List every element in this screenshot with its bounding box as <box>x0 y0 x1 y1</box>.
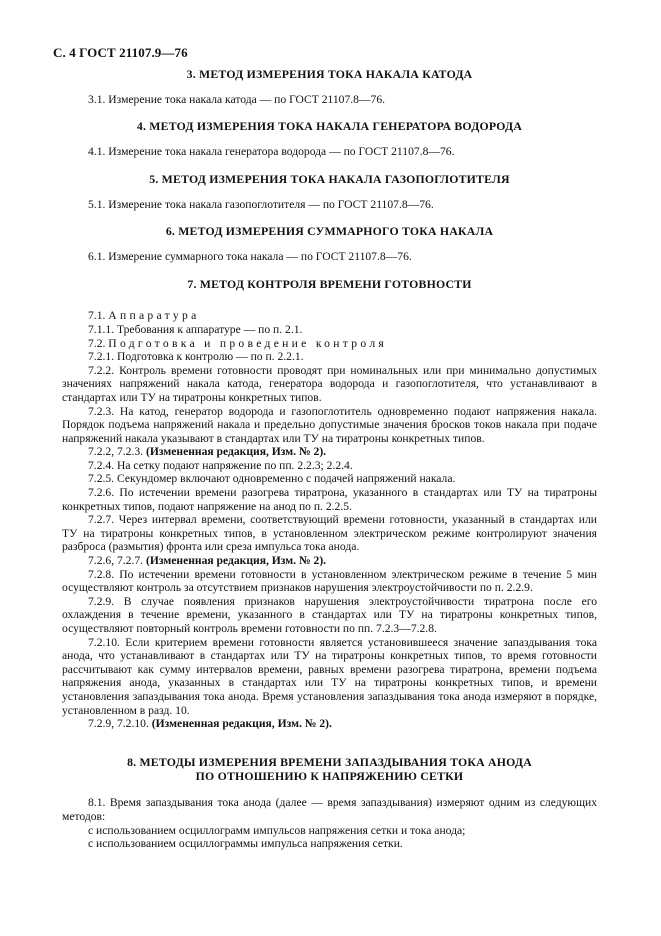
section-7-heading: 7. МЕТОД КОНТРОЛЯ ВРЕМЕНИ ГОТОВНОСТИ <box>187 276 472 291</box>
edit-note-3 <box>62 717 597 731</box>
paragraph-7-2-7: 7.2.7. Через интервал времени, соответствующий времени готовности, указанный в стандартах или ТУ на тиратроны конкретных типов, в установленном электрическом режиме контролируют значения разброса (размытия) фронта или среза импульса тока анода. <box>62 513 597 554</box>
paragraph-5-1: 5.1. Измерение тока накала газопоглотителя — по ГОСТ 21107.8—76. <box>88 197 434 211</box>
section-4-heading: 4. МЕТОД ИЗМЕРЕНИЯ ТОКА НАКАЛА ГЕНЕРАТОРА ВОДОРОДА <box>136 119 523 134</box>
paragraph-7-2-5: 7.2.5. Секундомер включают одновременно с подачей напряжений накала. <box>88 472 456 486</box>
paragraph-7-1 <box>62 309 597 323</box>
paragraph-7-2-8: 7.2.8. По истечении времени готовности в установленном электрическом режиме в течение 5 мин осуществляют контроль за отсутствием признаков нарушения электроустойчивости по п. 2.2.9. <box>62 567 597 595</box>
edit-note-2 <box>62 554 597 568</box>
paragraph-7-2-3: 7.2.3. На катод, генератор водорода и газопоглотитель одновременно подают напряжения накала. Порядок подъема напряжений накала и предельно допустимые значения бросков токов накала при подаче напряжений накала указывают в стандартах или ТУ на тиратроны конкретных типов. <box>62 404 597 445</box>
paragraph-8-1: 8.1. Время запаздывания тока анода (далее — время запаздывания) измеряют одним из следующих методов: <box>62 796 597 823</box>
edit-note-2-ref: 7.2.6, 7.2.7. <box>88 554 144 568</box>
method-item-2: с использованием осциллограммы импульса напряжения сетки. <box>88 837 403 851</box>
paragraph-7-2-10: 7.2.10. Если критерием времени готовности является установившееся значение запаздывания тока анода, что устанавливают в стандартах или ТУ на тиратроны конкретных типов, то время готовности рассчитывают как сумму интервалов времени, равных времени разогрева тиратрона, времени подъема напряжения анода, указанных в стандартах или ТУ на тиратроны конкретных типов, и времени установления запаздывания тока анода. Время установления запаздывания тока анода измеряют в порядке, установленном в разд. 10. <box>62 635 597 717</box>
paragraph-7-2 <box>62 337 597 351</box>
paragraph-4-1: 4.1. Измерение тока накала генератора водорода — по ГОСТ 21107.8—76. <box>88 145 455 159</box>
edit-note-1-text: (Измененная редакция, Изм. № 2). <box>145 445 327 459</box>
section-8-heading <box>62 756 597 784</box>
edit-note-2-text: (Измененная редакция, Изм. № 2). <box>145 554 327 568</box>
edit-note-3-text: (Измененная редакция, Изм. № 2). <box>151 717 332 731</box>
edit-note-1-ref: 7.2.2, 7.2.3. <box>88 445 144 459</box>
paragraph-7-2-4: 7.2.4. На сетку подают напряжение по пп. 2.2.3; 2.2.4. <box>88 458 353 472</box>
paragraph-7-2-2: 7.2.2. Контроль времени готовности проводят при номинальных или при минимально допустимых значениях напряжений накала катода, генератора водорода и газопоглотителя, что устанавливают в стандартах или ТУ на тиратроны конкретных типов. <box>62 363 597 404</box>
method-item-1: с использованием осциллограмм импульсов напряжения сетки и тока анода; <box>88 823 466 837</box>
edit-note-1 <box>62 445 597 459</box>
paragraph-7-1-1: 7.1.1. Требования к аппаратуре — по п. 2.1. <box>88 322 303 336</box>
edit-note-3-ref: 7.2.9, 7.2.10. <box>88 717 149 731</box>
section-8-heading-line-2: ПО ОТНОШЕНИЮ К НАПРЯЖЕНИЮ СЕТКИ <box>195 768 464 783</box>
paragraph-6-1: 6.1. Измерение суммарного тока накала — по ГОСТ 21107.8—76. <box>88 249 412 263</box>
section-5-heading: 5. МЕТОД ИЗМЕРЕНИЯ ТОКА НАКАЛА ГАЗОПОГЛОТИТЕЛЯ <box>149 171 510 186</box>
page-header: С. 4 ГОСТ 21107.9—76 <box>53 45 188 60</box>
page-content <box>62 68 597 851</box>
paragraph-7-2-number: 7.2. <box>88 336 106 350</box>
section-6-heading: 6. МЕТОД ИЗМЕРЕНИЯ СУММАРНОГО ТОКА НАКАЛА <box>165 224 494 239</box>
paragraph-7-2-title: Подготовка и проведение контроля <box>108 336 388 350</box>
paragraph-7-2-6: 7.2.6. По истечении времени разогрева тиратрона, указанного в стандартах или ТУ на тиратроны конкретных типов, подают напряжение на анод по п. 2.2.5. <box>62 486 597 513</box>
paragraph-7-2-1: 7.2.1. Подготовка к контролю — по п. 2.2.1. <box>88 350 304 364</box>
section-8-heading-line-1: 8. МЕТОДЫ ИЗМЕРЕНИЯ ВРЕМЕНИ ЗАПАЗДЫВАНИЯ ТОКА АНОДА <box>127 754 532 769</box>
paragraph-7-2-9: 7.2.9. В случае появления признаков нарушения электроустойчивости тиратрона после его охлаждения в течение времени, указанного в стандартах или ТУ на тиратроны конкретных типов, осуществляют повторный контроль времени готовности по пп. 7.2.3—7.2.8. <box>62 594 597 636</box>
paragraph-7-1-title: Аппаратура <box>108 309 200 323</box>
paragraph-7-1-number: 7.1. <box>88 309 106 323</box>
paragraph-3-1: 3.1. Измерение тока накала катода — по ГОСТ 21107.8—76. <box>88 92 386 106</box>
section-3-heading: 3. МЕТОД ИЗМЕРЕНИЯ ТОКА НАКАЛА КАТОДА <box>186 67 473 81</box>
